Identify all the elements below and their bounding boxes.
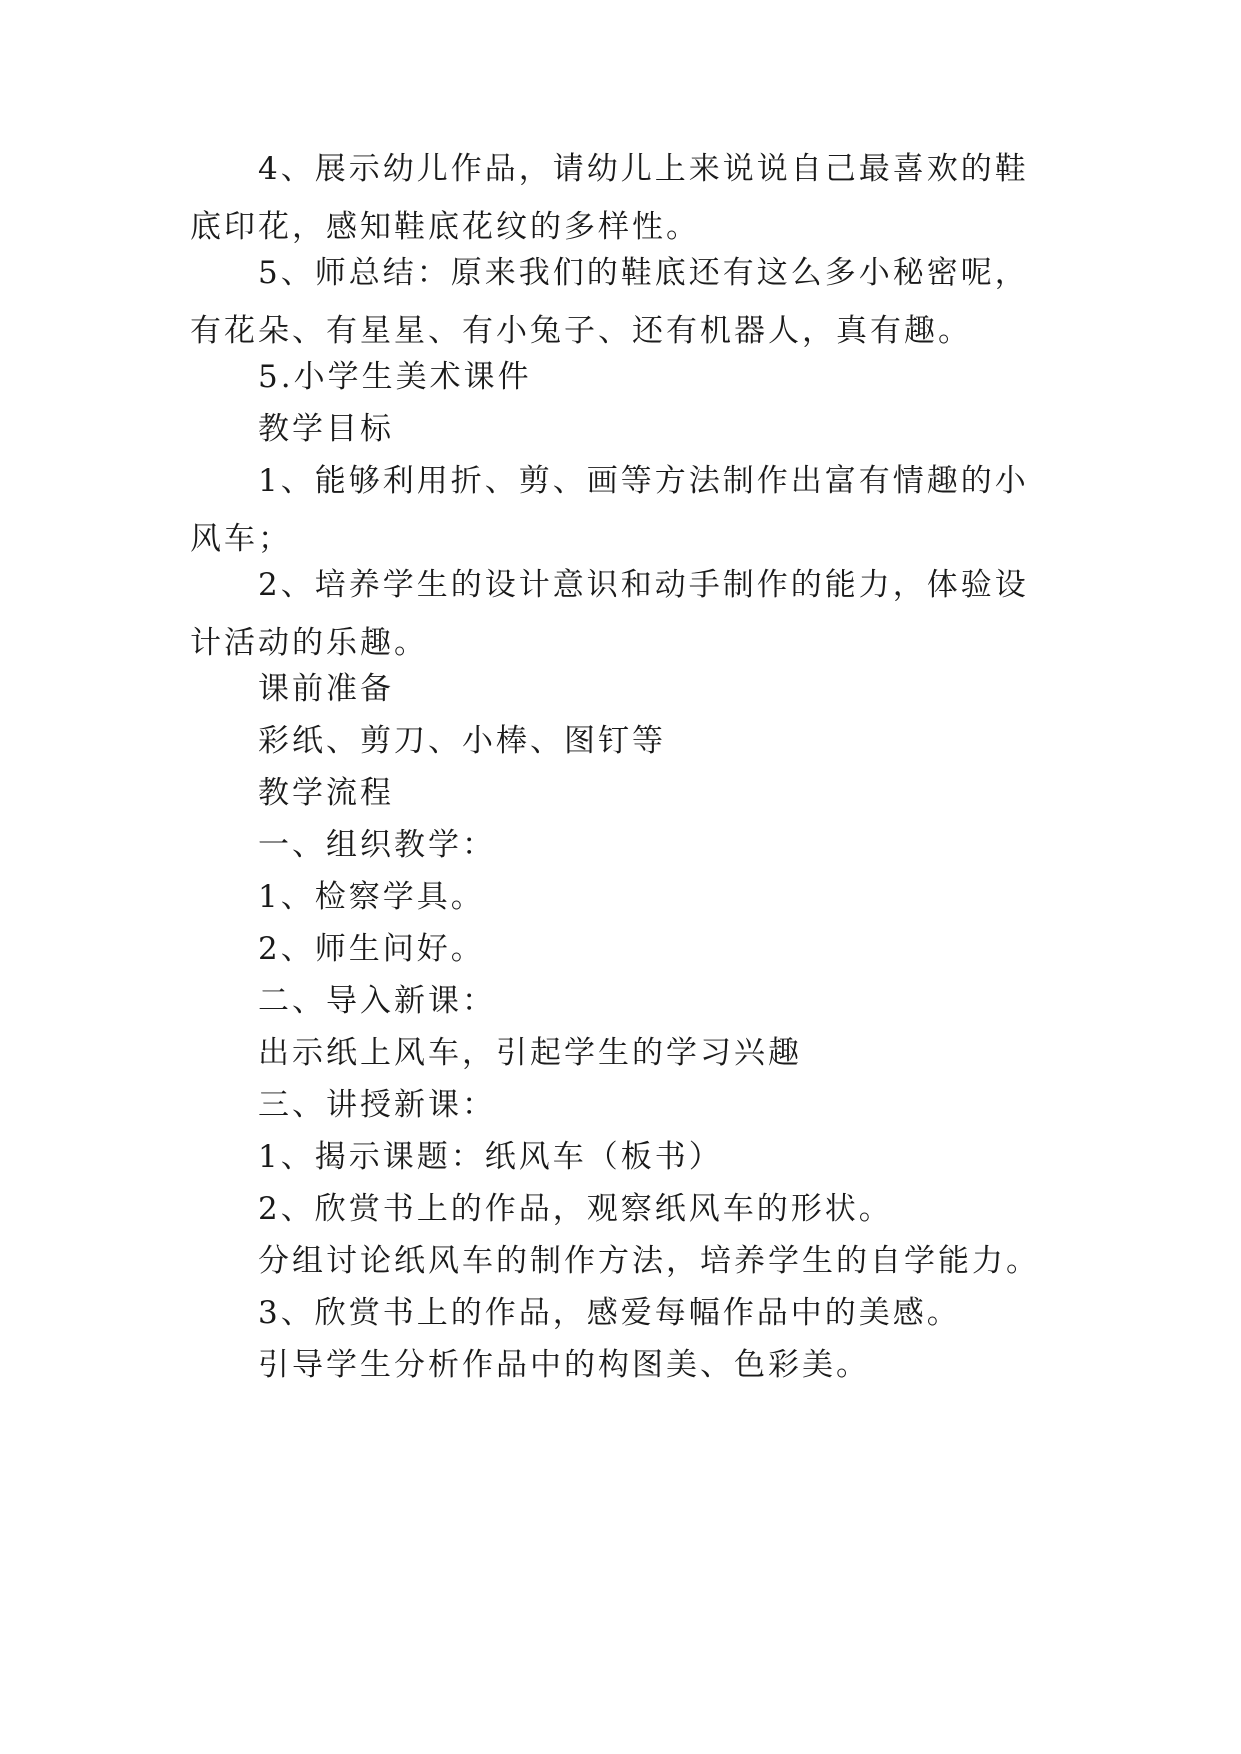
section-title: 5.小学生美术课件 <box>258 359 532 395</box>
paragraph-show-windmill: 出示纸上风车，引起学生的学习兴趣 <box>258 1035 802 1071</box>
paragraph-group-discussion: 分组讨论纸风车的制作方法，培养学生的自学能力。 <box>258 1243 1040 1279</box>
paragraph-shoe-print-display: 4、展示幼儿作品，请幼儿上来说说自己最喜欢的鞋底印花，感知鞋底花纹的多样性。 <box>190 151 1029 245</box>
paragraph-teacher-summary: 5、师总结：原来我们的鞋底还有这么多小秘密呢，有花朵、有星星、有小兔子、还有机器人，真有趣。 <box>190 255 1029 349</box>
paragraph-guide-analysis: 引导学生分析作品中的构图美、色彩美。 <box>258 1347 870 1383</box>
paragraph-goal-2: 2、培养学生的设计意识和动手制作的能力，体验设计活动的乐趣。 <box>190 567 1029 661</box>
step-organize-teaching: 一、组织教学： <box>258 827 496 863</box>
heading-teaching-goals: 教学目标 <box>258 411 394 447</box>
list-item: 3、欣赏书上的作品，感爱每幅作品中的美感。 <box>258 1295 961 1331</box>
step-teach-lesson: 三、讲授新课： <box>258 1087 496 1123</box>
list-item: 2、师生问好。 <box>258 931 485 967</box>
step-introduce-lesson: 二、导入新课： <box>258 983 496 1019</box>
list-item: 1、揭示课题：纸风车（板书） <box>258 1139 723 1175</box>
heading-teaching-process: 教学流程 <box>258 775 394 811</box>
paragraph-materials: 彩纸、剪刀、小棒、图钉等 <box>258 723 666 759</box>
paragraph-goal-1: 1、能够利用折、剪、画等方法制作出富有情趣的小风车； <box>190 463 1029 557</box>
list-item: 2、欣赏书上的作品，观察纸风车的形状。 <box>258 1191 893 1227</box>
heading-preparation: 课前准备 <box>258 671 394 707</box>
list-item: 1、检察学具。 <box>258 879 485 915</box>
